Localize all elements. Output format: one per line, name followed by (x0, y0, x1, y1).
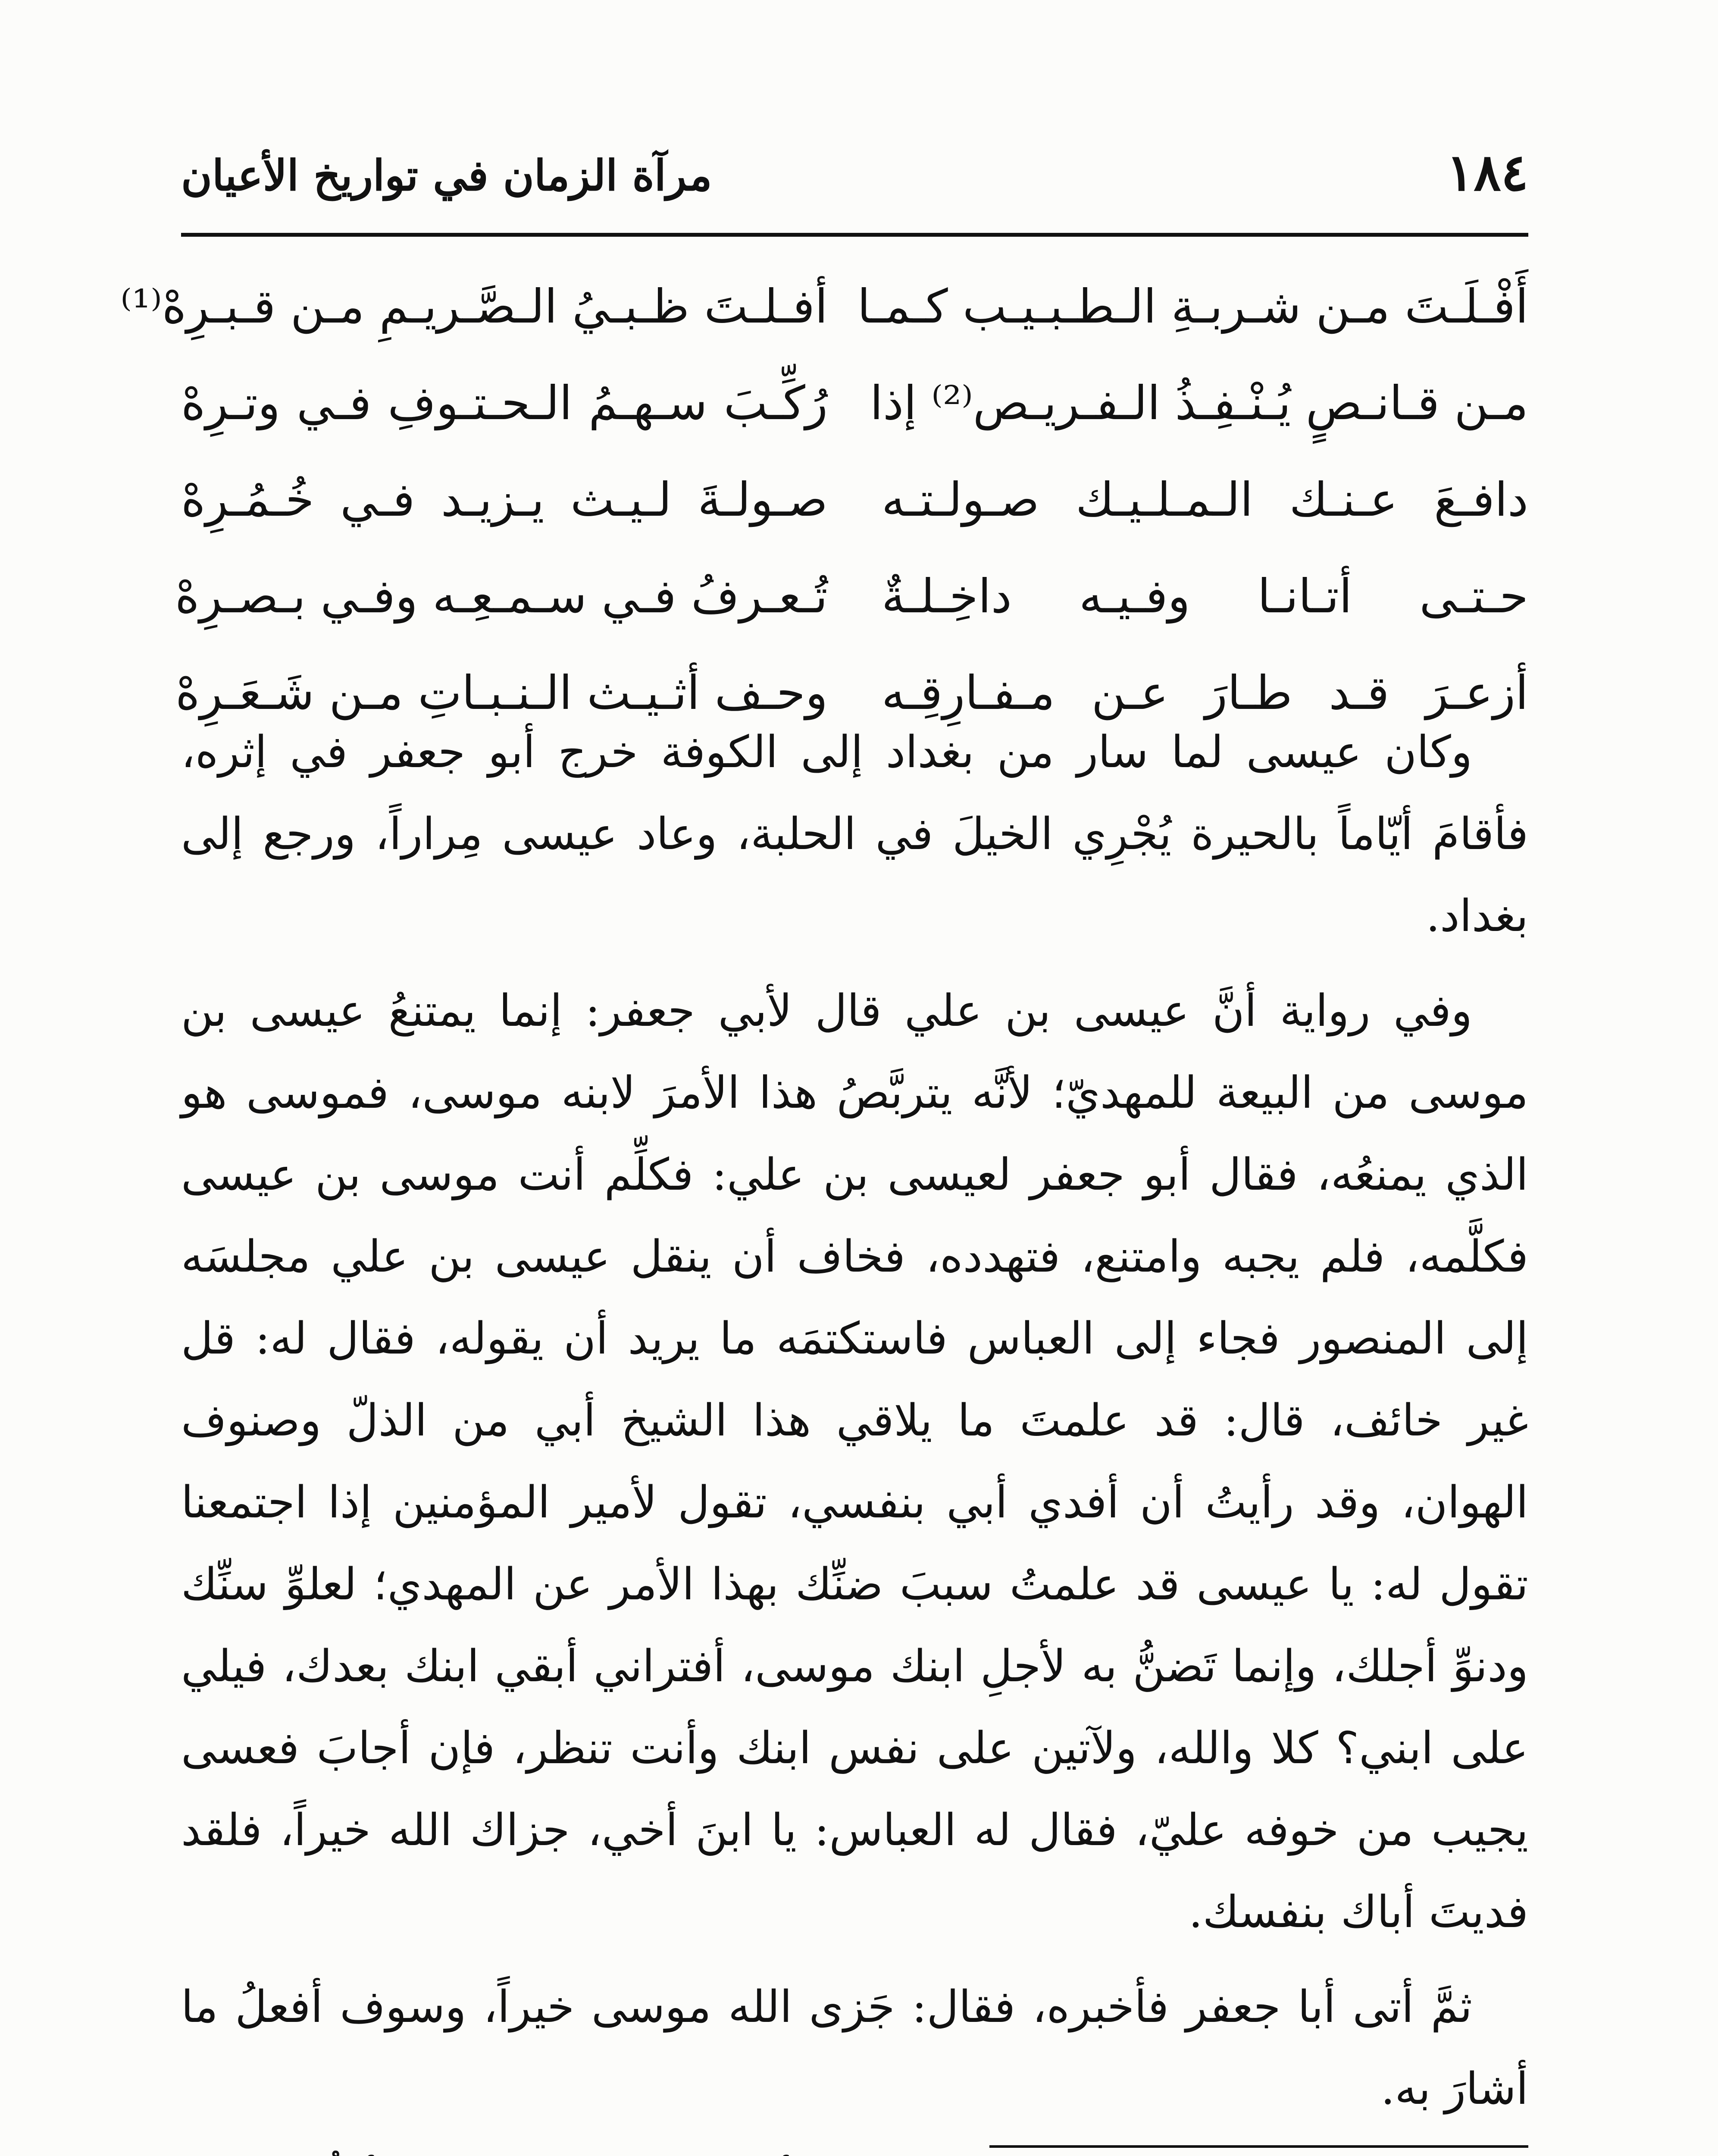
poem-verse (120, 259, 1528, 355)
page-number: ١٨٤ (1446, 142, 1528, 202)
paragraph: وكان عيسى لما سار من بغداد إلى الكوفة خرج أبو جعفر في إثره، فأقامَ أيّاماً بالحيرة يُجْرِي الخيلَ في الحلبة، وعاد عيسى مِراراً، ورجع إلى بغداد. (181, 727, 1528, 942)
verse-second-hemistich: رُكِّـبَ سـهـمُ الـحـتـوفِ فـي وتـرِهْ (181, 376, 828, 430)
running-title: مرآة الزمان في تواريخ الأعيان (181, 151, 712, 201)
poem-verse (181, 452, 1528, 548)
poem-verse (181, 355, 1528, 452)
poem (120, 259, 1528, 742)
verse-second-hemistich: وحـف أثـيـث الـنـبـاتِ مـن شَـعَـرِهْ (175, 666, 828, 720)
verse-second-hemistich: تُـعـرفُ فـي سـمـعِـه وفـي بـصـرِهْ (175, 570, 828, 624)
header-divider (181, 233, 1528, 237)
poem-verse (175, 548, 1528, 645)
verse-first-hemistich: حـتـى أتـانـا وفـيـه داخِـلـةٌ (882, 570, 1528, 624)
verse-second-hemistich: صـولـةَ لـيـث يـزيـد فـي خُـمُـرِهْ (181, 473, 828, 527)
verse-first-hemistich: دافـعَ عـنـك الـمـلـيـك صـولـتـه (882, 473, 1528, 527)
verse-first-hemistich: مـن قـانـصٍ يُـنْـفِـذُ الـفـريـص⁽²⁾ إذا (870, 376, 1528, 430)
footnote-divider (989, 2145, 1528, 2148)
paragraph: ثمَّ أتى أبا جعفر فأخبره، فقال: جَزى الله موسى خيراً، وسوف أفعلُ ما أشارَ به. (181, 1981, 1528, 2115)
paragraph: وفي رواية أنَّ عيسى بن علي قال لأبي جعفر: إنما يمتنعُ عيسى بن موسى من البيعة للمهديّ؛ لأنَّه يتربَّصُ هذا الأمرَ لابنه موسى، فموسى هو الذي يمنعُه، فقال أبو جعفر لعيسى بن علي: فكلِّم أنت موسى بن عيسى فكلَّمه، فلم يجبه وامتنع، فتهدده، فخاف أن ينقل عيسى بن علي مجلسَه إلى المنصور فجاء إلى العباس فاستكتمَه ما يريد أن يقوله، فقال له: قل غير خائف، قال: قد علمتَ ما يلاقي هذا الشيخ أبي من الذلّ وصنوف الهوان، وقد رأيتُ أن أفدي أبي بنفسي، تقول لأمير المؤمنين إذا اجتمعنا تقول له: يا عيسى قد علمتُ سببَ ضنِّك بهذا الأمر عن المهدي؛ لعلوِّ سنِّك ودنوِّ أجلك، وإنما تَضنُّ به لأجلِ ابنك موسى، أفتراني أبقي ابنك بعدك، فيلي على ابني؟ كلا والله، ولآتين على نفس ابنك وأنت تنظر، فإن أجابَ فعسى يجيب من خوفه عليّ، فقال له العباس: يا ابنَ أخي، جزاك الله خيراً، فلقد فديتَ أباك بنفسك. (181, 985, 1528, 1938)
verse-first-hemistich: أَفْـلَـتَ مـن شـربـةِ الـطـبـيـب كـمـا (857, 280, 1528, 334)
verse-second-hemistich: أفـلـتَ ظـبـيُ الـصَّـريـمِ مـن قـبـرِهْ⁽¹⁾ (120, 280, 828, 334)
body-text (181, 711, 1528, 2156)
verse-first-hemistich: أزعـرَ قـد طـارَ عـن مـفـارِقِـه (882, 666, 1528, 720)
page-header (181, 138, 1528, 224)
